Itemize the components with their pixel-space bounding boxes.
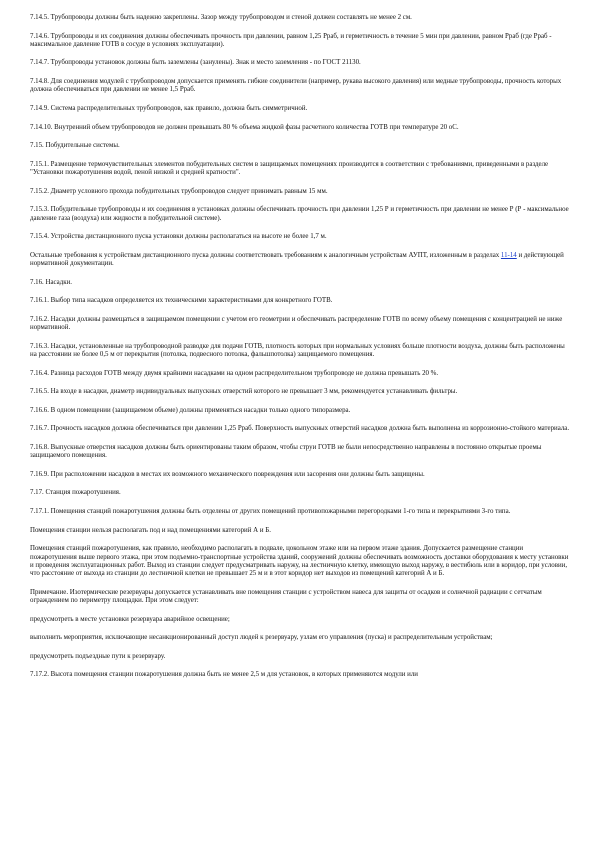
paragraph-station-location: Помещения станций пожаротушения, как правило, необходимо располагать в подвале, цокольном этаже или на первом этаже здания. Допускается размещение станции пожаротушения выше первого этажа, при этом подъемно-транспортные устройства зданий, сооружений должны обеспечивать возможность доставки оборудования к месту установки и проведения эксплуатационных работ. Выход из станции следует предусматривать наружу, на лестничную клетку, имеющую выход наружу, в вестибюль или в коридор, при условии, что расстояние от выхода из станции до лестничной клетки не превышает 25 м и в этот коридор нет выходов из помещений категорий А и Б. (30, 545, 569, 578)
section-heading-7-16: 7.16. Насадки. (30, 278, 73, 286)
paragraph-7-16-2: 7.16.2. Насадки должны размещаться в защищаемом помещении с учетом его геометрии и обеспечивать распределение ГОТВ по всему объему помещения с концентрацией не ниже нормативной. (30, 315, 563, 332)
paragraph-7-15-2: 7.15.2. Диаметр условного прохода побудительных трубопроводов следует принимать равным 15 мм. (30, 187, 328, 195)
section-heading-7-15: 7.15. Побудительные системы. (30, 142, 120, 150)
section-heading-7-17: 7.17. Станция пожаротушения. (30, 489, 121, 497)
paragraph-7-14-9: 7.14.9. Система распределительных трубопроводов, как правило, должна быть симметричной. (30, 104, 308, 112)
paragraph-7-16-4: 7.16.4. Разница расходов ГОТВ между двумя крайними насадками на одном распределительном трубопроводе не должна превышать 20 %. (30, 369, 439, 377)
paragraph-7-14-5: 7.14.5. Трубопроводы должны быть надежно закреплены. Зазор между трубопроводом и стеной должен составлять не менее 2 см. (30, 14, 412, 21)
paragraph-7-16-3: 7.16.3. Насадки, установленные на трубопроводной разводке для подачи ГОТВ, плотность которых при нормальных условиях больше плотности воздуха, должны быть расположены на расстоянии не более 0,5 м от перекрытия (потолка, подвесного потолка, фальшпотолка) защищаемого помещения. (30, 342, 565, 358)
paragraph-emergency-lighting: предусмотреть в месте установки резервуара аварийное освещение; (30, 615, 230, 623)
paragraph-7-14-6: 7.14.6. Трубопроводы и их соединения должны обеспечивать прочность при давлении, равном 1,25 Рраб, и герметичность в течение 5 мин при давлении, равном Рраб (где Рраб - максимальное давление ГОТВ в сосуде в условиях эксплуатации). (30, 32, 552, 48)
paragraph-7-16-6: 7.16.6. В одном помещении (защищаемом объеме) должны применяться насадки только одного типоразмера. (30, 406, 351, 414)
paragraph-7-16-7: 7.16.7. Прочность насадков должна обеспечиваться при давлении 1,25 Рраб. Поверхность выпускных отверстий насадков должна быть выполнена из коррозионно-стойкого материала. (30, 425, 570, 433)
paragraph-7-16-9: 7.16.9. При расположении насадков в местах их возможного механического повреждения или засорения они должны быть защищены. (30, 470, 425, 478)
paragraph-note-isothermal-tanks: Примечание. Изотермические резервуары допускается устанавливать вне помещения станции с устройством навеса для защиты от осадков и солнечной радиации с сетчатым ограждением по периметру площадки. При этом следует: (30, 588, 542, 604)
paragraph-7-14-7: 7.14.7. Трубопроводы установок должны быть заземлены (занулены). Знак и место заземления - по ГОСТ 21130. (30, 59, 361, 67)
paragraph-7-15-4: 7.15.4. Устройства дистанционного пуска установки должны располагаться на высоте не более 1,7 м. (30, 233, 327, 241)
paragraph-access-restriction: выполнить мероприятия, исключающие несанкционированный доступ людей к резервуару, узлам его управления (пуска) и распределительным устройствам; (30, 634, 493, 642)
paragraph-station-placement-restriction: Помещения станции нельзя располагать под и над помещениями категорий А и Б. (30, 526, 271, 534)
paragraph-7-16-5: 7.16.5. На входе в насадки, диаметр индивидуальных выпускных отверстий которого не превышает 3 мм, рекомендуется устанавливать фильтры. (30, 388, 458, 396)
paragraph-7-14-10: 7.14.10. Внутренний объем трубопроводов не должен превышать 80 % объема жидкой фазы расчетного количества ГОТВ при температуре 20 оС. (30, 123, 459, 131)
document-page (30, 14, 570, 680)
paragraph-7-15-3: 7.15.3. Побудительные трубопроводы и их соединения в установках должны обеспечивать прочность при давлении 1,25 Р и герметичность при давлении не менее Р (Р - максимальное давление газа (воздуха) или жидкости в побудительной системе). (30, 206, 569, 222)
paragraph-7-16-1: 7.16.1. Выбор типа насадков определяется их техническими характеристиками для конкретного ГОТВ. (30, 297, 333, 305)
paragraph-7-15-1: 7.15.1. Размещение термочувствительных элементов побудительных систем в защищаемых помещениях производится в соответствии с требованиями, приведенными в разделе "Установки пожаротушения водой, пеной низкой и средней кратности". (30, 160, 549, 177)
paragraph-7-16-8: 7.16.8. Выпускные отверстия насадков должны быть ориентированы таким образом, чтобы струи ГОТВ не были непосредственно направлены в постоянно открытые проемы защищаемого помещения. (30, 443, 542, 460)
sections-11-14-link[interactable]: 11-14 (500, 251, 517, 259)
paragraph-remote-start-requirements: Остальные требования к устройствам дистанционного пуска должны соответствовать требованиям к аналогичным устройствам АУПТ, изложенным в разделах 11-14 и действующей нормативной документации. (30, 251, 564, 268)
paragraph-access-roads: предусмотреть подъездные пути к резервуару. (30, 652, 166, 660)
paragraph-7-17-2: 7.17.2. Высота помещения станции пожаротушения должна быть не менее 2,5 м для установок, в которых применяются модули или (30, 671, 418, 679)
paragraph-7-14-8: 7.14.8. Для соединения модулей с трубопроводом допускается применять гибкие соединители (например, рукава высокого давления) или медные трубопроводы, прочность которых должна обеспечиваться при давлении не менее 1,5 Рраб. (30, 78, 562, 94)
paragraph-7-17-1: 7.17.1. Помещения станций пожаротушения должны быть отделены от других помещений противопожарными перегородками 1-го типа и перекрытиями 3-го типа. (30, 508, 511, 516)
